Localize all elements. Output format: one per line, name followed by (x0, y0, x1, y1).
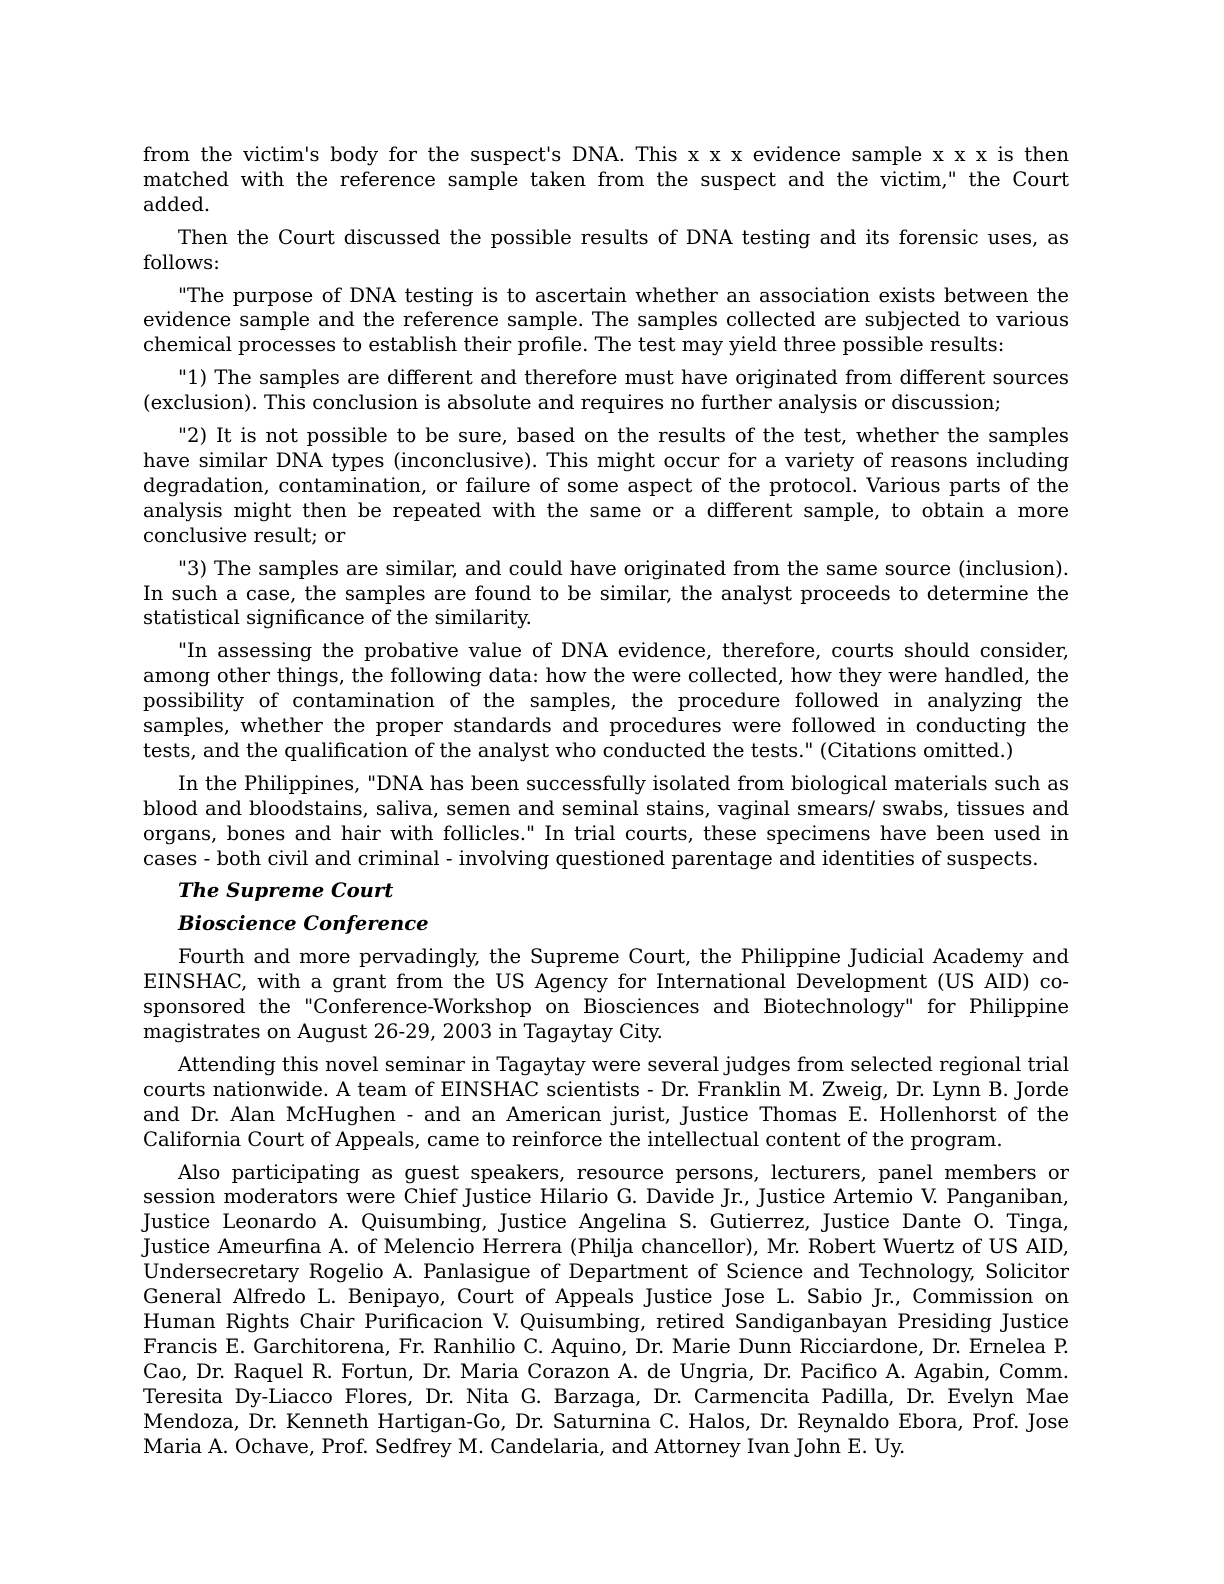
paragraph-philippines-dna: In the Philippines, "DNA has been successfully isolated from biological materials such as blood and bloodstains, saliva, semen and seminal stains, vaginal smears/ swabs, tissues and organs, bones and hair with follicles." In trial courts, these specimens have been used in cases - both civil and criminal - involving questioned parentage and identities of suspects. (143, 771, 1069, 870)
paragraph-participants: Also participating as guest speakers, resource persons, lecturers, panel members or session moderators were Chief Justice Hilario G. Davide Jr., Justice Artemio V. Panganiban, Justice Leonardo A. Quisumbing, Justice Angelina S. Gutierrez, Justice Dante O. Tinga, Justice Ameurfina A. of Melencio Herrera (Philja chancellor), Mr. Robert Wuertz of US AID, Undersecretary Rogelio A. Panlasigue of Department of Science and Technology, Solicitor General Alfredo L. Benipayo, Court of Appeals Justice Jose L. Sabio Jr., Commission on Human Rights Chair Purificacion V. Quisumbing, retired Sandiganbayan Presiding Justice Francis E. Garchitorena, Fr. Ranhilio C. Aquino, Dr. Marie Dunn Ricciardone, Dr. Ernelea P. Cao, Dr. Raquel R. Fortun, Dr. Maria Corazon A. de Ungria, Dr. Pacifico A. Agabin, Comm. Teresita Dy-Liacco Flores, Dr. Nita G. Barzaga, Dr. Carmencita Padilla, Dr. Evelyn Mae Mendoza, Dr. Kenneth Hartigan-Go, Dr. Saturnina C. Halos, Dr. Reynaldo Ebora, Prof. Jose Maria A. Ochave, Prof. Sedfrey M. Candelaria, and Attorney Ivan John E. Uy. (143, 1160, 1069, 1458)
paragraph-result-1-exclusion: "1) The samples are different and therefore must have originated from different sources (exclusion). This conclusion is absolute and requires no further analysis or discussion; (143, 366, 1069, 415)
section-heading-line-1: The Supreme Court (178, 879, 394, 903)
paragraph-result-3-inclusion: "3) The samples are similar, and could have originated from the same source (inclusion). In such a case, the samples are found to be similar, the analyst proceeds to determine the statistical significance of the similarity. (143, 556, 1069, 630)
paragraph-attending-seminar: Attending this novel seminar in Tagaytay were several judges from selected regional trial courts nationwide. A team of EINSHAC scientists - Dr. Franklin M. Zweig, Dr. Lynn B. Jorde and Dr. Alan McHughen - and an American jurist, Justice Thomas E. Hollenhorst of the California Court of Appeals, came to reinforce the intellectual content of the program. (143, 1052, 1069, 1151)
document-page (143, 143, 1069, 1467)
paragraph-purpose-of-dna-testing: "The purpose of DNA testing is to ascertain whether an association exists between the evidence sample and the reference sample. The samples collected are subjected to various chemical processes to establish their profile. The test may yield three possible results: (143, 283, 1069, 357)
paragraph-result-2-inconclusive: "2) It is not possible to be sure, based on the results of the test, whether the samples have similar DNA types (inconclusive). This might occur for a variety of reasons including degradation, contamination, or failure of some aspect of the protocol. Various parts of the analysis might then be repeated with the same or a different sample, to obtain a more conclusive result; or (143, 424, 1069, 547)
paragraph-probative-value: "In assessing the probative value of DNA evidence, therefore, courts should consider, among other things, the following data: how the were collected, how they were handled, the possibility of contamination of the samples, the procedure followed in analyzing the samples, whether the proper standards and procedures were followed in conducting the tests, and the qualification of the analyst who conducted the tests." (Citations omitted.) (143, 639, 1069, 762)
paragraph-conference-workshop: Fourth and more pervadingly, the Supreme Court, the Philippine Judicial Academy and EINSHAC, with a grant from the US Agency for International Development (US AID) co-sponsored the "Conference-Workshop on Biosciences and Biotechnology" for Philippine magistrates on August 26-29, 2003 in Tagaytay City. (143, 945, 1069, 1043)
paragraph-court-discussed: Then the Court discussed the possible results of DNA testing and its forensic uses, as follows: (143, 225, 1069, 274)
section-heading-line-2: Bioscience Conference (178, 912, 429, 936)
paragraph-continuation: from the victim's body for the suspect's DNA. This x x x evidence sample x x x is then matched with the reference sample taken from the suspect and the victim," the Court added. (143, 143, 1069, 216)
